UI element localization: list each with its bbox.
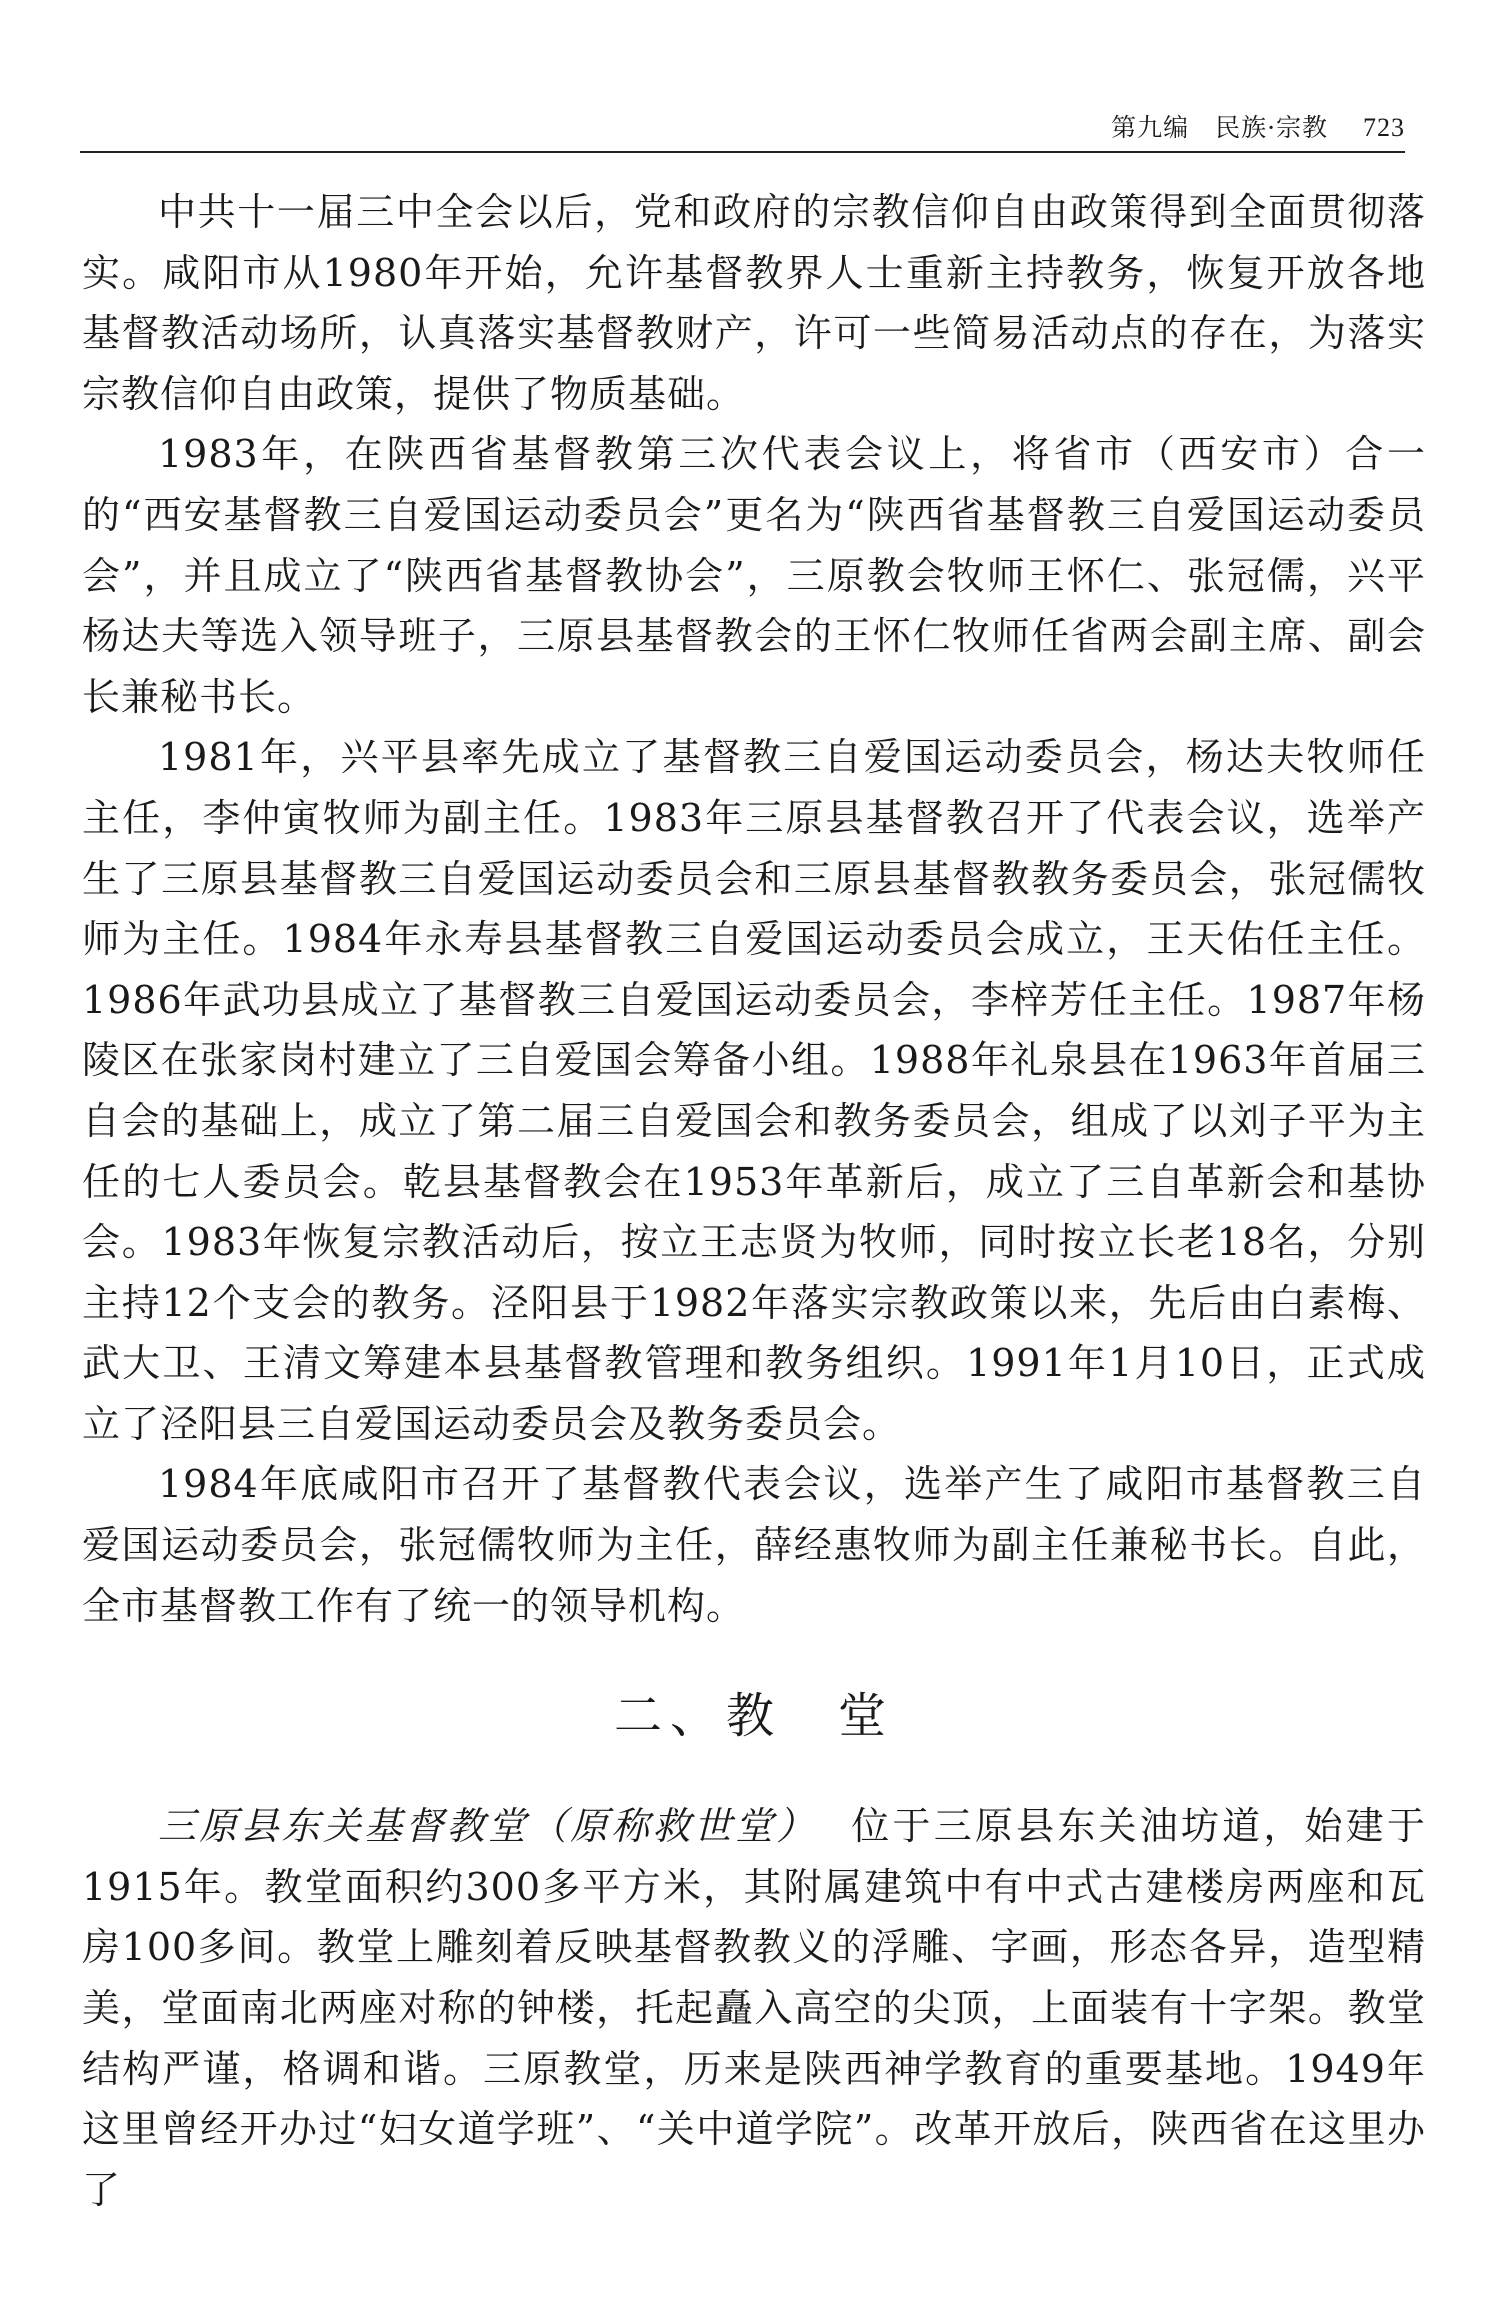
header-section-name: 第九编 民族·宗教	[1111, 113, 1329, 142]
paragraph-1: 中共十一届三中全会以后，党和政府的宗教信仰自由政策得到全面贯彻落实。咸阳市从1980年开始，允许基督教界人士重新主持教务，恢复开放各地基督教活动场所，认真落实基督教财产，许可一些简易活动点的存在，为落实宗教信仰自由政策，提供了物质基础。	[82, 190, 1426, 416]
paragraph-2: 1983年，在陕西省基督教第三次代表会议上，将省市（西安市）合一的“西安基督教三自爱国运动委员会”更名为“陕西省基督教三自爱国运动委员会”，并且成立了“陕西省基督教协会”，三原教会牧师王怀仁、张冠儒，兴平杨达夫等选入领导班子，三原县基督教会的王怀仁牧师任省两会副主席、副会长兼秘书长。	[82, 432, 1426, 719]
paragraph-3: 1981年，兴平县率先成立了基督教三自爱国运动委员会，杨达夫牧师任主任，李仲寅牧师为副主任。1983年三原县基督教召开了代表会议，选举产生了三原县基督教三自爱国运动委员会和三原县基督教教务委员会，张冠儒牧师为主任。1984年永寿县基督教三自爱国运动委员会成立，王天佑任主任。1986年武功县成立了基督教三自爱国运动委员会，李梓芳任主任。1987年杨陵区在张家岗村建立了三自爱国会筹备小组。1988年礼泉县在1963年首届三自会的基础上，成立了第二届三自爱国会和教务委员会，组成了以刘子平为主任的七人委员会。乾县基督教会在1953年革新后，成立了三自革新会和基协会。1983年恢复宗教活动后，按立王志贤为牧师，同时按立长老18名，分别主持12个支会的教务。泾阳县于1982年落实宗教政策以来，先后由白素梅、武大卫、王清文筹建本县基督教管理和教务组织。1991年1月10日，正式成立了泾阳县三自爱国运动委员会及教务委员会。	[82, 735, 1426, 1446]
body-text	[82, 182, 1426, 2220]
church-entry	[82, 1796, 1426, 2220]
paragraph-4: 1984年底咸阳市召开了基督教代表会议，选举产生了咸阳市基督教三自爱国运动委员会，张冠儒牧师为主任，薛经惠牧师为副主任兼秘书长。自此，全市基督教工作有了统一的领导机构。	[82, 1462, 1426, 1628]
church-entry-title: 三原县东关基督教堂（原称救世堂）	[158, 1804, 818, 1849]
section-heading: 二、教 堂	[613, 1688, 894, 1745]
running-header	[80, 105, 1405, 153]
church-entry-text: 位于三原县东关油坊道，始建于1915年。教堂面积约300多平方米，其附属建筑中有中式古建楼房两座和瓦房100多间。教堂上雕刻着反映基督教教义的浮雕、字画，形态各异，造型精美，堂面南北两座对称的钟楼，托起矗入高空的尖顶，上面装有十字架。教堂结构严谨，格调和谐。三原教堂，历来是陕西神学教育的重要基地。1949年这里曾经开办过“妇女道学班”、“关中道学院”。改革开放后，陕西省在这里办了	[82, 1804, 1426, 2212]
page-number: 723	[1363, 113, 1405, 142]
